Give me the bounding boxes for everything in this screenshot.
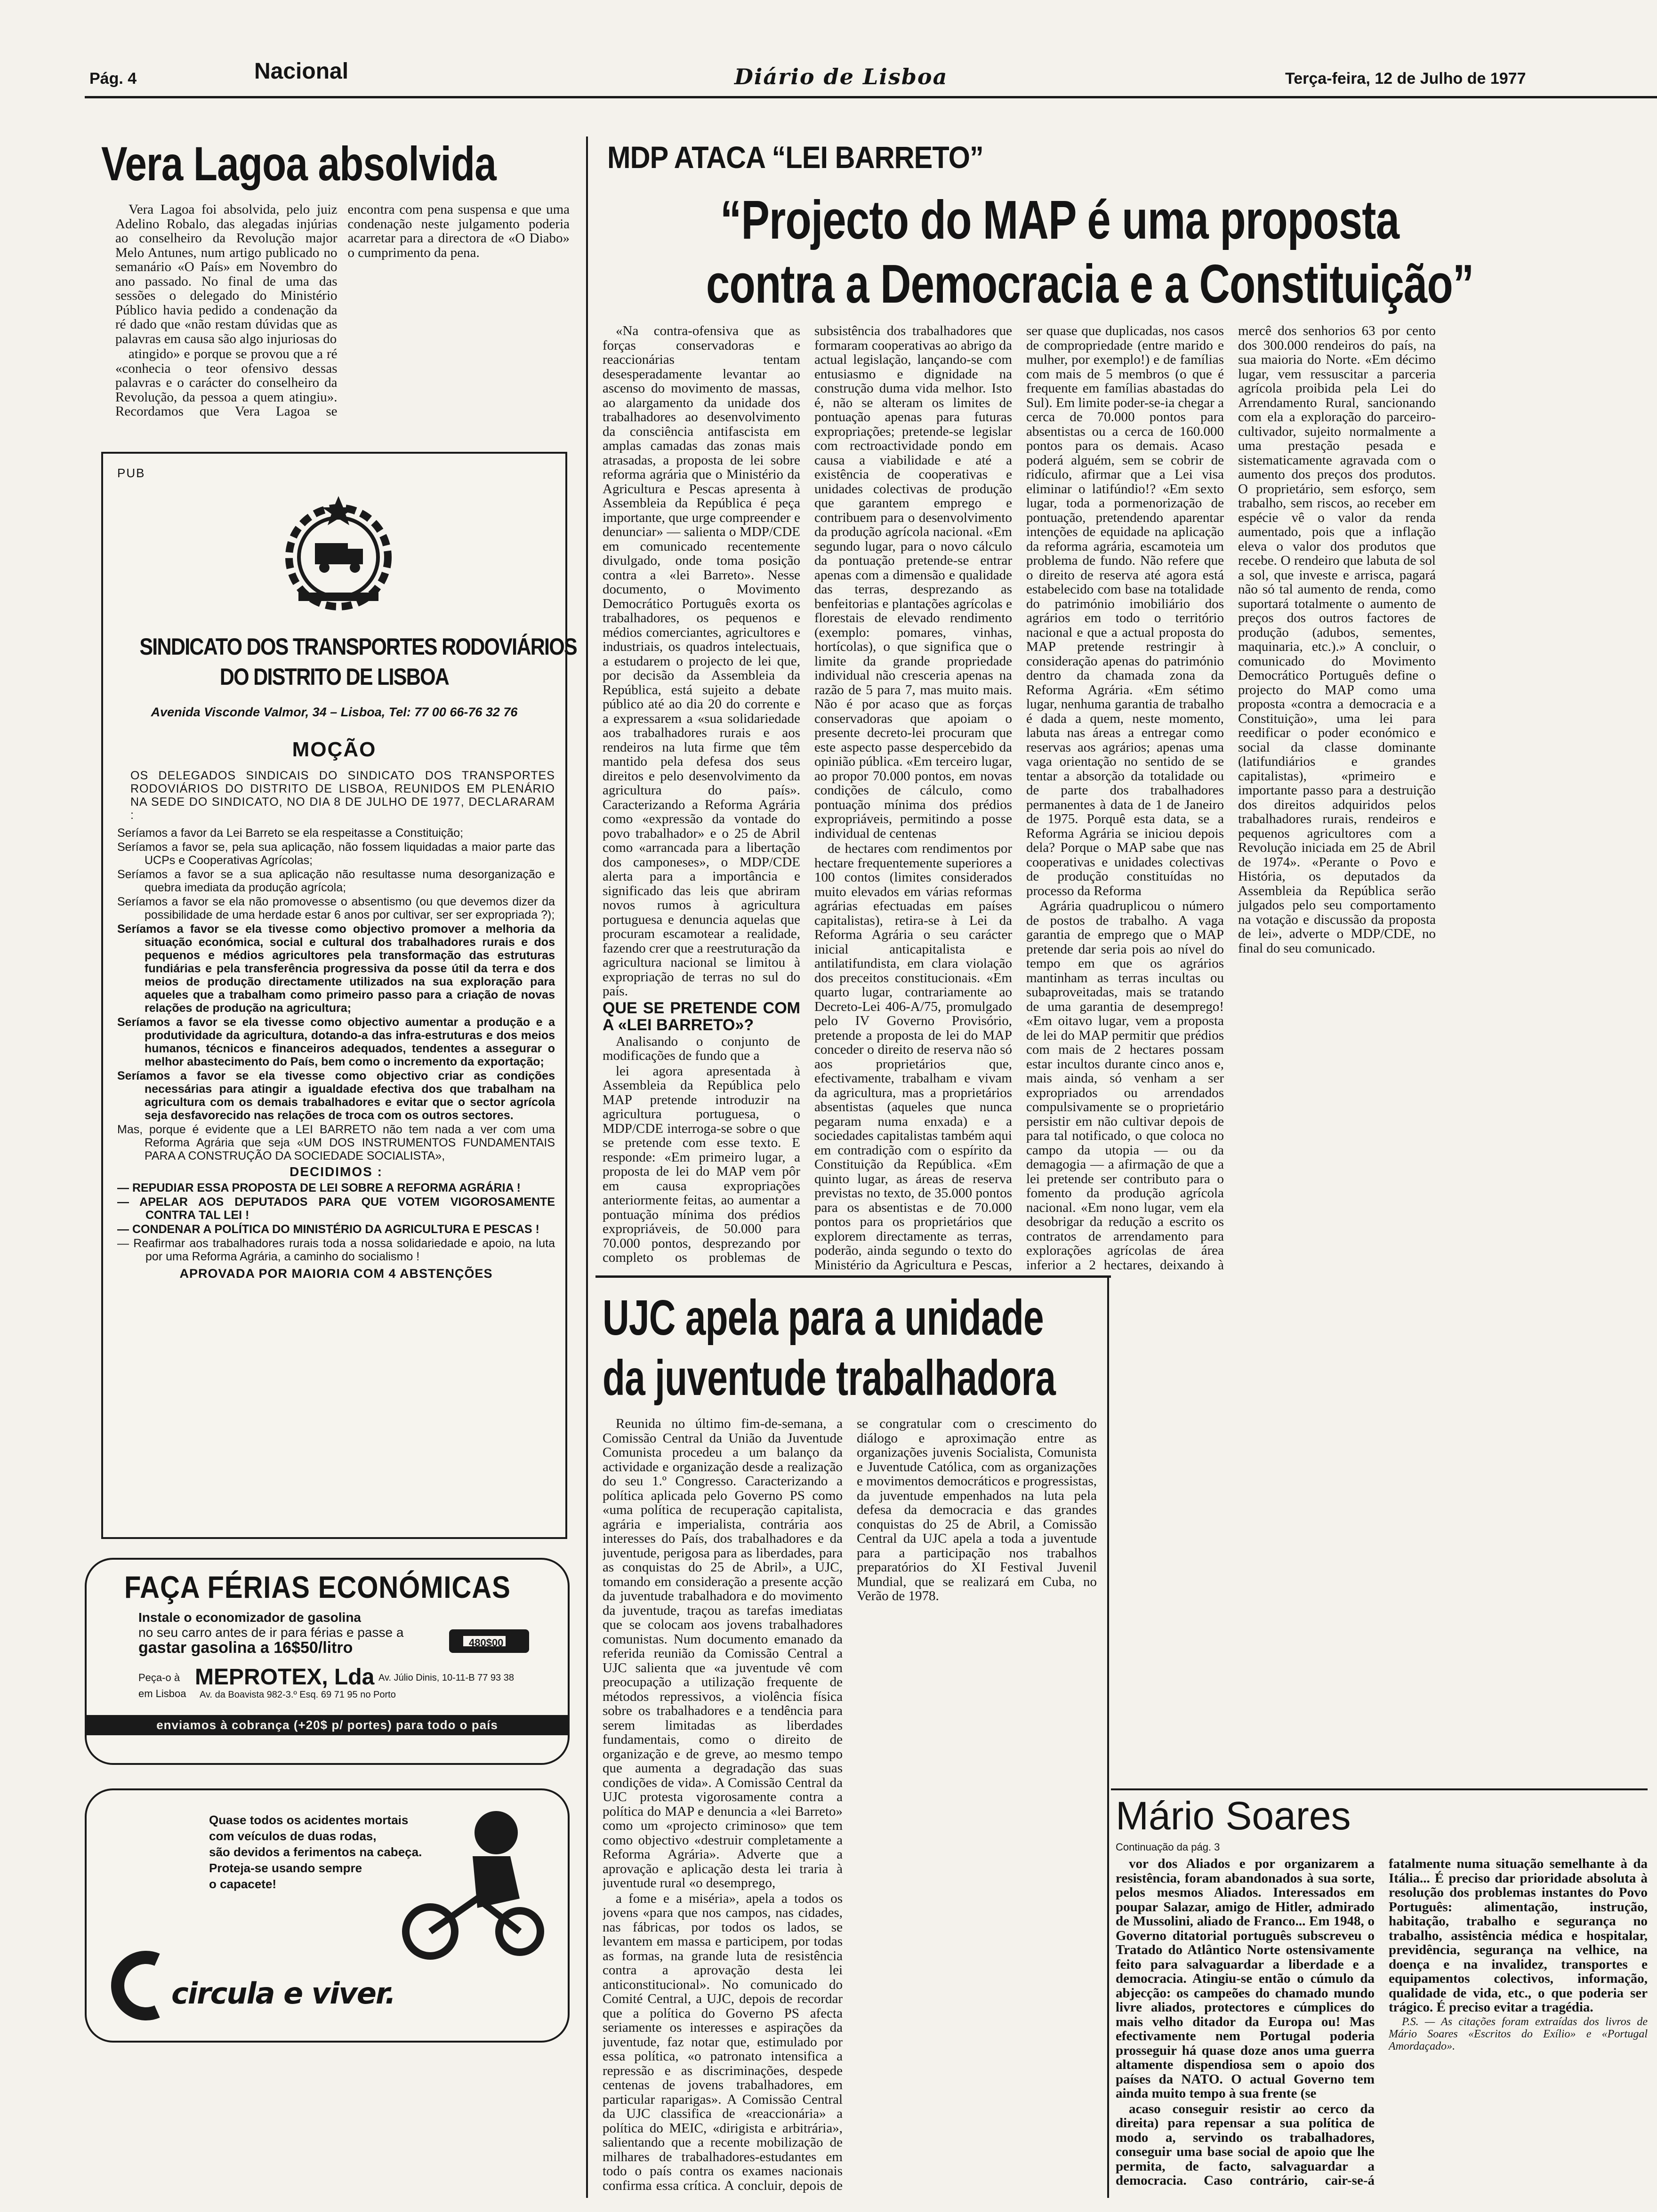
- soares-article: [1116, 1857, 1648, 2188]
- ujc-headline: da juventude trabalhadora: [603, 1350, 1056, 1406]
- ferias-line: no seu carro antes de ir para férias e passe a: [138, 1625, 404, 1640]
- soares-paragraph: vor dos Aliados e por organizarem a resistência, foram abandonados à sua sorte, pelos mesmos Aliados. Interessados em poupar Salazar, amigo de Hitler, admirado de Mussolini, aliado de Franco... Em 1948, o Governo ditatorial português subscreveu o Tratado do Atlântico Norte ostensivamente feito para salvaguardar a liberdade e a democracia. Atingiu-se então o cúmulo da abjecção: os campeões do chamado mundo livre aliados, protectores e cúmplices do mais velho ditador da Europa ou! Mas efectivamente nem Portugal poderia prosseguir há quase doze anos uma guerra altamente dispendiosa sem o apoio dos países da NATO. O actual Governo tem ainda muito tempo à sua frente (se: [1116, 1857, 1375, 2101]
- mdp-paragraph: de hectares com rendimentos por hectare frequentemente superiores a 100 contos (limites considerados muito elevados em várias reformas agrárias efectuadas em países capitalistas), retira-se à Lei da Reforma Agrária o seu carácter inicial anticapitalista e antilatifundista, em clara violação dos preceitos constitucionais. «Em quarto lugar, contrariamente ao Decreto-Lei 406-A/75, promulgado pelo IV Governo Provisório, pretende a proposta de lei do MAP conceder o direito de reserva não só aos proprietários que, efectivamente, trabalham e vivam da agricultura, mas a proprietários absentistas (aqueles que nunca pegaram numa enxada) e a sociedades capitalistas também aqui em contradição com o espírito da Constituição da República. «Em quinto lugar, as áreas de reserva previstas no texto, de 35.000 pontos para os absentistas e de 70.000 pontos para os proprietários que explorem directamente as terras, poderão, ainda segundo o texto do Ministério da Agricultura e Pescas, ser quase que duplicadas, nos casos de compropriedade (entre marido e mulher, por exemplo!) e de famílias com mais de 5 membros (o que é frequente em famílias abastadas do Sul). Em limite poder-se-ia chegar a cerca de 70.000 pontos para absentistas ou a cerca de 160.000 pontos para os demais. Acaso poderá alguém, sem se cobrir de ridículo, afirmar que a Lei visa eliminar o latifúndio!? «Em sexto lugar, toda a pormenorização de pontuação, pretendendo aparentar intenções de equidade na aplicação da reforma agrária, escamoteia um problema de fundo. Não refere que o direito de reserva até agora está estabelecido com base na totalidade do património imobiliário dos agrários em todo o território nacional e que a actual proposta do MAP pretende restringir à consideração apenas do património dentro da chamada zona da Reforma Agrária. «Em sétimo lugar, nenhuma garantia de trabalho é dada a quem, neste momento, labuta nas áreas a entregar como reservas aos agrários; apenas uma vaga orientação no sentido de se tentar a absorção da totalidade ou de parte dos trabalhadores permanentes à data de 1 de Janeiro de 1975. Porquê esta data, se a Reforma Agrária se iniciou depois dela? Porque o MAP sabe que nas cooperativas e unidades colectivas de produção constituídas no processo da Reforma: [814, 324, 1224, 1273]
- vera-headline: Vera Lagoa absolvida: [101, 137, 496, 191]
- column-divider: [586, 136, 588, 2198]
- decidimos-title: DECIDIMOS :: [290, 1164, 383, 1179]
- mdp-paragraph: Agrária quadruplicou o número de postos de trabalho. A vaga garantia de emprego que o MAP pretende dar seria pois ao nível do tempo em que os agrários mantinham as terras incultas ou subaproveitadas, mais se tratando de uma garantia de desemprego! «Em oitavo lugar, vem a proposta de lei do MAP permitir que prédios com mais de 2 hectares possam estar incultos durante cinco anos e, mais ainda, só venham a ser expropriados ou arrendados compulsivamente se o proprietário persistir em não cultivar depois de para tal notificado, o que coloca no campo da utopia — ou da demagogia — a afirmação de que a lei pretende ser contributo para o fomento da produção agrícola nacional. «Em nono lugar, vem ela desobrigar da redução a escrito os contratos de arrendamento para explorações agrícolas de área inferior a 2 hectares, deixando à mercê dos senhorios 63 por cento dos 300.000 rendeiros do país, na sua maioria do Norte. «Em décimo lugar, vem ressuscitar a parceria agrícola proibida pela Lei do Arrendamento Rural, sancionando com ela a exploração do parceiro-cultivador, sujeito normalmente a uma prestação pesada e sistematicamente agravada com o aumento dos preços dos produtos. O proprietário, sem esforço, sem trabalho, sem riscos, ao receber em espécie vê o valor da renda aumentado, pois que a inflação eleva o valor dos produtos que recebe. O rendeiro que labuta de sol a sol, que investe e arrisca, pagará não só tal aumento de renda, como suportará totalmente o aumento de preços dos outros factores de produção (adubos, sementes, maquinaria, etc.).» A concluir, o comunicado do Movimento Democrático Português define o projecto do MAP como uma proposta «contra a democracia e a Constituição», uma lei para reedificar o poder económico e social da classe dominante (latifundiários e grandes capitalistas), «primeiro e importante passo para a destruição dos direitos adquiridos pelos trabalhadores rurais, rendeiros e pequenos agricultores com a Revolução iniciada em 25 de Abril de 1974». «Perante o Povo e História, os deputados da Assembleia da República serão julgados pelo seu comportamento na votação e discussão da proposta de lei», adverte o MDP/CDE, no final do seu comunicado.: [1026, 324, 1436, 1273]
- ujc-paragraph: Reunida no último fim-de-semana, a Comissão Central da União da Juventude Comunista procedeu a um balanço da actividade e organização desde a realização do seu 1.º Congresso. Caracterizando a política aplicada pelo Governo PS como «uma política de recuperação capitalista, agrária e imperialista, contrária aos interesses do País, dos trabalhadores e da juventude, perigosa para as liberdades, para as conquistas do 25 de Abril», a UJC, tomando em consideração a presente acção da juventude trabalhadora e do movimento da juventude, traçou as tarefas imediatas que se colocam aos jovens trabalhadores comunistas. Num documento emanado da referida reunião da Comissão Central a UJC salienta que «a juventude vê com preocupação a utilização frequente de métodos repressivos, a violência física sobre os trabalhadores e a tendência para serem limitadas as liberdades fundamentais, como o direito de organização e de greve, ao mesmo tempo que aumenta a degradação das suas condições de vida». A Comissão Central da UJC protesta vigorosamente contra a política do MAP e denuncia a «lei Barreto» como um «projecto criminoso» que tem como objectivo «destruir completamente a Reforma Agrária». Adverte que a aprovação e aplicação desta lei traria à juventude rural «o desemprego,: [603, 1417, 843, 1891]
- union-name: [108, 632, 577, 692]
- soares-headline: Mário Soares: [1116, 1794, 1351, 1838]
- mocao-point: Seríamos a favor da Lei Barreto se ela respeitasse a Constituição;: [117, 826, 464, 840]
- mocao-point: Seríamos a favor se ela tivesse como objectivo promover a melhoria da situação económica, social e cultural dos trabalhadores rurais e dos pequenos e médios agricultores pela transformação das estruturas fundiárias e pela transferência progressiva da posse útil da terra e dos meios de produção directamente utilizados na sua exploração para aqueles que a trabalham como primeiro passo para a criação de novas relações de produção na agricultura;: [117, 922, 555, 1015]
- logo-c-icon: [105, 1950, 167, 2021]
- ujc-article: [603, 1417, 1097, 2198]
- safety-ad: [85, 1788, 570, 2043]
- safety-line: com veículos de duas rodas,: [209, 1829, 377, 1843]
- mocao-intro: OS DELEGADOS SINDICAIS DO SINDICATO DOS TRANSPORTES RODOVIÁRIOS DO DISTRITO DE LISBOA, REUNIDOS EM PLENÁRIO NA SEDE DO SINDICATO, NO DIA 8 DE JULHO DE 1977, DECLARARAM :: [130, 769, 555, 822]
- mdp-paragraph: Analisando o conjunto de modificações de fundo que a: [603, 1034, 800, 1063]
- section-divider: [595, 1275, 1111, 1278]
- union-ad: [101, 452, 577, 1539]
- page-number: Pág. 4: [89, 70, 137, 88]
- masthead-rule: [85, 96, 1657, 98]
- ferias-brand: MEPROTEX, Lda: [195, 1665, 375, 1690]
- ferias-ad: [85, 1558, 570, 1765]
- mocao-point: Seríamos a favor se a sua aplicação não resultasse numa desorganização e quebra imediata da produção agrícola;: [117, 868, 555, 894]
- ujc-headline: UJC apela para a unidade: [603, 1290, 1044, 1346]
- vera-paragraph: Vera Lagoa foi absolvida, pelo juiz Adelino Robalo, das alegadas injúrias ao conselheiro da Revolução major Melo Antunes, num artigo publicado no semanário «O País» em Novembro do ano passado. No final de uma das sessões o delegado do Ministério Público havia pedido a condenação da ré dado que «não restam dúvidas que as palavras em causa são algo injuriosas do: [115, 202, 338, 346]
- mocao-mas: Mas, porque é evidente que a LEI BARRETO não tem nada a ver com uma Reforma Agrária que seja «UM DOS INSTRUMENTOS FUNDAMENTAIS PARA A CONSTRUÇÃO DA SOCIEDADE SOCIALISTA»,: [117, 1123, 555, 1162]
- union-emblem: [280, 491, 397, 618]
- continuation-note: Continuação da pág. 3: [1116, 1841, 1220, 1853]
- pub-label: PUB: [117, 466, 145, 480]
- safety-line: Proteja-se usando sempre: [209, 1861, 362, 1875]
- decision-text: Reafirmar aos trabalhadores rurais toda a nossa solidariedade e apoio, na luta por uma Reforma Agrária, a caminho do socialismo !: [133, 1237, 555, 1263]
- mocao-point: Seríamos a favor se ela não promovesse o absentismo (ou que devemos dizer da possibilidade de uma herdade estar 6 anos por cultivar, ser ser expropriada ?);: [117, 895, 555, 922]
- issue-date: Terça-feira, 12 de Julho de 1977: [1285, 70, 1526, 88]
- decision-item: — CONDENAR A POLÍTICA DO MINISTÉRIO DA AGRICULTURA E PESCAS !: [117, 1223, 539, 1236]
- mocao-title: MOÇÃO: [292, 738, 377, 761]
- safety-line: o capacete!: [209, 1877, 277, 1891]
- ferias-address: Av. Júlio Dinis, 10-11-B 77 93 38: [378, 1673, 514, 1683]
- mdp-headline: “Projecto do MAP é uma proposta: [720, 189, 1400, 250]
- safety-logo: circula e viver.: [171, 1976, 395, 2011]
- mdp-paragraph: «Na contra-ofensiva que as forças conservadoras e reaccionárias tentam desesperadamente levantar ao ascenso do movimento de massas, ao alargamento da unidade dos trabalhadores ao desenvolvimento da consciência antifascista em amplas camadas das zonas mais atrasadas, a proposta de lei sobre reforma agrária que o Ministério da Agricultura e Pescas apresenta à Assembleia da República é peça importante, que urge compreender e denunciar» — salienta o MDP/CDE em comunicado recentemente divulgado, onde toma posição contra a «lei Barreto». Nesse documento, o Movimento Democrático Português exorta os trabalhadores, os pequenos e médios comerciantes, agricultores e industriais, os quadros intelectuais, a estudarem o projecto de lei que, por decisão da Assembleia da República, está sujeito a debate público até ao dia 20 do corrente e a expressarem a «sua solidariedade aos trabalhadores rurais e aos rendeiros na luta firme que têm mantido pela defesa dos seus direitos e pelo desenvolvimento da agricultura do país». Caracterizando a Reforma Agrária como «expressão da vontade do povo trabalhador» e o 25 de Abril como «arrancada para a libertação dos camponeses», o MDP/CDE alerta para a importância e significado das leis que abriram novos rumos à agricultura portuguesa e denuncia aquelas que procuram escamotear a realidade, fazendo crer que a reestruturação da agricultura nacional se limitou à expropriação de terras no sul do país.: [603, 324, 800, 999]
- newspaper-name: Diário de Lisboa: [734, 64, 948, 89]
- emblem-banner: [298, 593, 378, 601]
- soares-paragraph: acaso conseguir resistir ao cerco da direita) para repensar a sua política de modo a, servindo os trabalhadores, conseguir uma base social de apoio que lhe permita, de facto, salvaguardar a democracia. Caso contrário, cair-se-á fatalmente numa situação semelhante à da Itália... É preciso dar prioridade absoluta à resolução dos problemas instantes do Povo Português: alimentação, instrução, habitação, trabalho e segurança no trabalho, assistência médica e hospitalar, previdência, segurança na velhice, na doença e na invalidez, transportes e equipamentos colectivos, informação, qualidade de vida, etc., o que poderia ser trágico. É preciso evitar a tragédia.: [1116, 1857, 1648, 2188]
- price-badge: 480$00: [469, 1637, 504, 1649]
- mdp-headline: contra a Democracia e a Constituição”: [706, 253, 1474, 314]
- column-divider: [1107, 1275, 1109, 2198]
- ferias-line: Instale o economizador de gasolina: [138, 1610, 361, 1625]
- mdp-kicker: MDP ATACA “LEI BARRETO”: [607, 140, 983, 175]
- mocao-point: Seríamos a favor se ela tivesse como objectivo aumentar a produção e a produtividade da agricultura, dotando-a das infra-estruturas e dos meios humanos, técnicos e financeiros adequados, tendentes a assegurar o melhor abastecimento do País, bem como o incremento da exportação;: [117, 1016, 555, 1068]
- mocao-point: Seríamos a favor se ela tivesse como objectivo criar as condições necessárias para atingir a igualdade efectiva dos que trabalham na agricultura com os demais trabalhadores e evitar que o sector agrícola seja desfavorecido nas relações de troca com os outros sectores.: [117, 1069, 555, 1122]
- approval-line: APROVADA POR MAIORIA COM 4 ABSTENÇÕES: [179, 1266, 493, 1281]
- section-name: Nacional: [254, 59, 349, 84]
- motorcyclist-icon: [378, 1804, 548, 1960]
- mdp-article: [603, 324, 1648, 1274]
- section-divider: [1111, 1788, 1648, 1790]
- ferias-line: gastar gasolina a 16$50/litro: [138, 1639, 353, 1657]
- decision-item: — APELAR AOS DEPUTADOS PARA QUE VOTEM VIGOROSAMENTE CONTRA TAL LEI !: [117, 1195, 555, 1222]
- mocao-body: [117, 769, 555, 1280]
- safety-line: Quase todos os acidentes mortais: [209, 1813, 409, 1827]
- union-address: Avenida Visconde Valmor, 34 – Lisboa, Tel: 77 00 66-76 32 76: [151, 705, 518, 719]
- ferias-strip: enviamos à cobrança (+20$ p/ portes) para todo o país: [87, 1715, 568, 1735]
- decision-text: APELAR AOS DEPUTADOS PARA QUE VOTEM VIGOROSAMENTE CONTRA TAL LEI !: [139, 1195, 555, 1222]
- ferias-address: Av. da Boavista 982-3.º Esq. 69 71 95 no Porto: [200, 1690, 396, 1700]
- decision-text: REPUDIAR ESSA PROPOSTA DE LEI SOBRE A REFORMA AGRÁRIA !: [132, 1181, 521, 1194]
- decision-item: — Reafirmar aos trabalhadores rurais toda a nossa solidariedade e apoio, na luta por uma Reforma Agrária, a caminho do socialismo !: [117, 1237, 555, 1263]
- soares-ps: P.S. — As citações foram extraídas dos livros de Mário Soares «Escritos do Exílio» e «Portugal Amordaçado».: [1389, 2015, 1648, 2052]
- vera-article: [115, 202, 570, 419]
- decision-text: CONDENAR A POLÍTICA DO MINISTÉRIO DA AGRICULTURA E PESCAS !: [132, 1223, 539, 1236]
- decision-item: — REPUDIAR ESSA PROPOSTA DE LEI SOBRE A REFORMA AGRÁRIA !: [117, 1181, 521, 1194]
- vera-paragraph: atingido» e porque se provou que a ré «conhecia o teor ofensivo dessas palavras e o carácter do conselheiro da Revolução, da pessoa a quem atingiu». Recordamos que Vera Lagoa se encontra com pena suspensa e que uma condenação neste julgamento poderia acarretar para a directora de «O Diabo» o cumprimento da pena.: [115, 202, 570, 419]
- mdp-paragraph: lei agora apresentada à Assembleia da República pelo MAP pretende introduzir na agricultura portuguesa, o MDP/CDE interroga-se sobre o que se pretende com esse texto. E responde: «Em primeiro lugar, a proposta de lei do MAP vem pôr em causa expropriações anteriormente feitas, ao aumentar a pontuação mínima dos prédios expropriáveis, de 50.000 para 70.000 pontos, desprezando por completo os problemas de subsistência dos trabalhadores que formaram cooperativas ao abrigo da actual legislação, lançando-se com entusiasmo e dignidade na construção duma vida melhor. Isto é, não se alteram os limites de pontuação apenas para futuras expropriações; pretende-se legislar com rectroactividade pondo em causa a viabilidade e até a existência de cooperativas e unidades colectivas de produção que garantem emprego e contribuem para o desenvolvimento da produção agrícola nacional. «Em segundo lugar, para o novo cálculo da pontuação pretende-se entrar apenas com a dimensão e qualidade das terras, desprezando as benfeitorias e plantações agrícolas e florestais de elevado rendimento (exemplo: pomares, vinhas, hortícolas), o que significa que o limite da grande propriedade individual não cresceria apenas na razão de 5 para 7, mas muito mais. Não é por acaso que as forças conservadoras que apoiam o presente decreto-lei procuram que este aspecto passe despercebido da opinião pública. «Em terceiro lugar, ao propor 70.000 pontos, em novas condições de cálculo, como pontuação mínima dos prédios expropriáveis, permitindo a posse individual de centenas: [603, 324, 1012, 1265]
- mocao-point: Seríamos a favor se, pela sua aplicação, não fossem liquidadas a maior parte das UCPs e Cooperativas Agrícolas;: [117, 841, 555, 867]
- ujc-paragraph: a fome e a miséria», apela a todos os jovens «para que nos campos, nas cidades, nas fábricas, por todos os lados, se levantem em massa e participem, por todas as formas, na grande luta de resistência contra a aprovação desta lei anticonstitucional». No comunicado do Comité Central, a UJC, depois de recordar que a política do Governo PS afecta seriamente os interesses e aspirações da juventude, faz notar que, estimulado por essa política, «o patronato intensifica a repressão e as discriminações, despede centenas de jovens trabalhadores, em particular raparigas». A Comissão Central da UJC classifica de «reaccionária» a política do MEIC, «dirigista e arbitrária», salientando que a recente mobilização de milhares de trabalhadores-estudantes em todo o país contra os exames nacionais confirma essa crítica. A concluir, depois de se congratular com o crescimento do diálogo e aproximação entre as organizações juvenis Socialista, Comunista e Juventude Católica, com as organizações e movimentos democráticos e progressistas, da juventude empenhados na luta pela defesa da democracia e das grandes conquistas do 25 de Abril, a Comissão Central da UJC apela a toda a juventude para a participação nos trabalhos preparatórios do XI Festival Juvenil Mundial, que se realizará em Cuba, no Verão de 1978.: [603, 1417, 1097, 2193]
- safety-line: são devidos a ferimentos na cabeça.: [209, 1845, 422, 1859]
- ferias-shop: em Lisboa: [138, 1688, 186, 1699]
- union-name-line: DO DISTRITO DE LISBOA: [219, 664, 449, 690]
- mdp-subheading: QUE SE PRETENDE COM A «LEI BARRETO»?: [603, 999, 800, 1034]
- ferias-title: FAÇA FÉRIAS ECONÓMICAS: [124, 1570, 511, 1604]
- ferias-shop: Peça-o à: [138, 1672, 180, 1683]
- union-name-line: SINDICATO DOS TRANSPORTES RODOVIÁRIOS: [139, 633, 577, 660]
